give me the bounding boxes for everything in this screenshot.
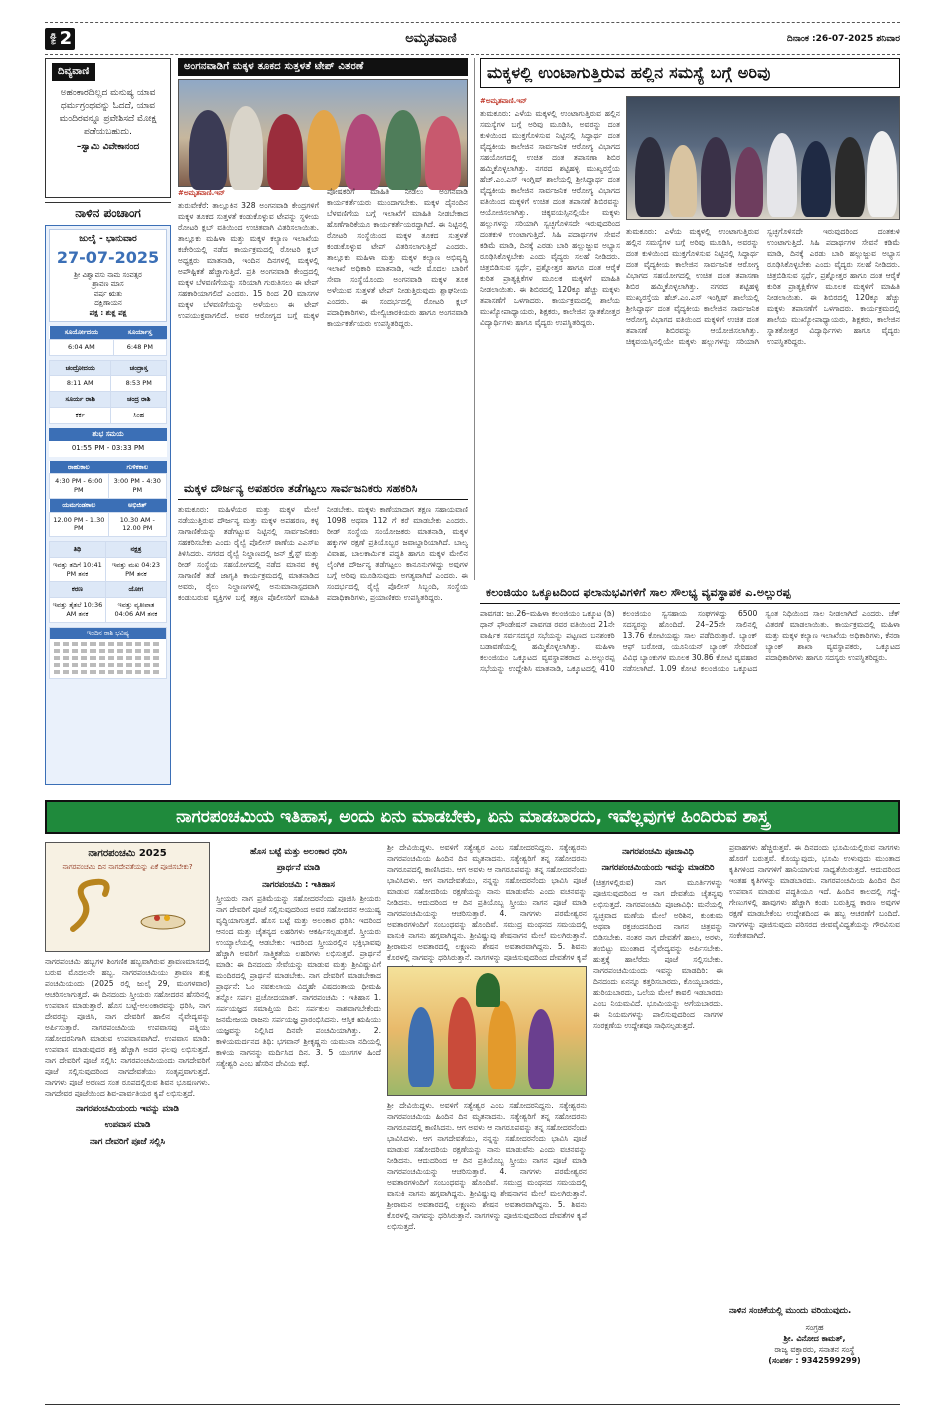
gulika-value: 3:00 PM - 4:30 PM [108, 474, 166, 499]
article-dental-text-cont: ತುಮಕೂರು: ಎಳೆಯ ಮಕ್ಕಳಲ್ಲಿ ಉಂಟಾಗುತ್ತಿರುವ ಹಲ್ಲಿನ ಸಮಸ್ಯೆಗಳ ಬಗ್ಗೆ ಅರಿವು ಮೂಡಿಸಿ, ಅವರನ್ನು ದಂತ ಕುಳಿಯಿಂದ ಮುಕ್ತಗೊಳಿಸುವ ನಿಟ್ಟಿನಲ್ಲಿ ಸಿದ್ಧಾರ್ಥ ದಂತ ವೈದ್ಯಕೀಯ ಕಾಲೇಜಿನ ಸಾರ್ವಜನಿಕ ಆರೋಗ್ಯ ವಿಭಾಗದ ಸಹಯೋಗದಲ್ಲಿ ಉಚಿತ ದಂತ ತಪಾಸಣಾ ಶಿಬಿರ ಹಮ್ಮಿಕೊಳ್ಳಲಾಗಿತ್ತು. ನಗರದ ಶಟ್ಟಿಹಳ್ಳಿ ಮುಖ್ಯರಸ್ತೆಯ ಹೆಚ್.ಎಂ.ಎಸ್ ಇಂಗ್ಲಿಷ್ ಶಾಲೆಯಲ್ಲಿ ಶ್ರೀಸಿದ್ಧಾರ್ಥ ದಂತ ವೈದ್ಯಕೀಯ ಕಾಲೇಜಿನ ಸಾರ್ವಜನಿಕ ಆರೋಗ್ಯ ವಿಭಾಗದ ವತಿಯಿಂದ ಮಕ್ಕಳಿಗೆ ಉಚಿತ ದಂತ ತಪಾಸಣೆ ಶಿಬಿರವನ್ನು ಆಯೋಜಿಸಲಾಗಿತ್ತು. ಚಿಕ್ಕವಯಸ್ಸಿನಲ್ಲಿಯೇ ಮಕ್ಕಳು ಹಲ್ಲುಗಳನ್ನು ಸರಿಯಾಗಿ ಸ್ವಚ್ಛಗೊಳಿಸದೇ ಇರುವುದರಿಂದ ದಂತಕುಳಿ ಉಂಟಾಗುತ್ತಿದೆ. ಸಿಹಿ ಪದಾರ್ಥಗಳ ಸೇವನೆ ಕಡಿಮೆ ಮಾಡಿ, ದಿನಕ್ಕೆ ಎರಡು ಬಾರಿ ಹಲ್ಲುಜ್ಜುವ ಅಭ್ಯಾಸ ರೂಢಿಸಿಕೊಳ್ಳಬೇಕು ಎಂದು ವೈದ್ಯರು ಸಲಹೆ ನೀಡಿದರು. ಚಿತ್ರಬಿಡಿಸುವ ಸ್ಪರ್ಧೆ, ಪ್ರಶ್ನೋತ್ತರ ಹಾಗೂ ದಂತ ಆರೈಕೆ ಕುರಿತ ಪ್ರಾತ್ಯಕ್ಷಿಕೆಗಳ ಮೂಲಕ ಮಕ್ಕಳಿಗೆ ಮಾಹಿತಿ ನೀಡಲಾಯಿತು. ಈ ಶಿಬಿರದಲ್ಲಿ 120ಕ್ಕೂ ಹೆಚ್ಚು ಮಕ್ಕಳು ತಪಾಸಣೆಗೆ ಒಳಗಾದರು. ಕಾರ್ಯಕ್ರಮದಲ್ಲಿ ಶಾಲೆಯ ಮುಖ್ಯೋಪಾಧ್ಯಾಯರು, ಶಿಕ್ಷಕರು, ಕಾಲೇಜಿನ ಸ್ನಾತಕೋತ್ತರ ವಿದ್ಯಾರ್ಥಿಗಳು ಹಾಗೂ ವೈದ್ಯರು ಉಪಸ್ಥಿತರಿದ್ದರು. [626, 227, 900, 346]
rahukala-label: ರಾಹುಕಾಲ [50, 461, 109, 474]
feature-col-5 [729, 842, 900, 1367]
article-anganwadi [178, 58, 468, 187]
sunrise-value: 6:04 AM [50, 339, 114, 355]
rahu-table [49, 461, 167, 538]
panchanga-ritu: ವರ್ಷ ಋತು [93, 289, 123, 298]
karana-label: ಕರಣ [50, 582, 106, 598]
nagadevate-painting [387, 966, 587, 1096]
page-header [45, 28, 900, 50]
article-dental [480, 58, 900, 88]
compiler-name: ಶ್ರೀ. ವಿನೋದ ಕಾಮತ್, [783, 1334, 846, 1344]
article-child-safety-headline: ಮಕ್ಕಳ ದೌರ್ಜನ್ಯ ಅಪಹರಣ ತಡೆಗಟ್ಟಲು ಸಾರ್ವಜನಿಕರು ಸಹಕರಿಸಿ [178, 480, 468, 500]
paper-name: ಅಮೃತವಾಣಿ [405, 31, 457, 47]
tithi-label: ತಿಥಿ [50, 542, 106, 558]
compiler-label: ಸಂಗ್ರಹ [805, 1323, 824, 1333]
karana-value: ಇವತ್ತು ತೈತಲೆ 10:36 AM ತನಕ [50, 598, 106, 623]
article-kalanjiyam-headline: ಕಲಂಜಿಯಂ ಒಕ್ಕೂಟದಿಂದ ಫಲಾನುಭವಿಗಳಿಗೆ ಸಾಲ ಸೌಲಭ್ಯ ವ್ಯವಸ್ಥಾಪಕ ಎ.ಅಲ್ಲುರಪ್ಪ [480, 584, 900, 604]
poster-title: ನಾಗರಪಂಚಮಿ 2025 [88, 848, 167, 859]
compiler-org: ರಾಜ್ಯ ವಕ್ತಾರರು, ಸನಾತನ ಸಂಸ್ಥೆ [774, 1345, 855, 1355]
moonset-value: 8:53 PM [111, 376, 167, 392]
compiler-phone: (ಸಂಪರ್ಕ : 9342599299) [768, 1355, 861, 1365]
panchanga-masa: ಶ್ರಾವಣ ಮಾಸ [92, 280, 124, 289]
moon-table [49, 360, 167, 424]
article-anganwadi-body [178, 186, 468, 476]
sunrise-label: ಸೂರ್ಯೋದಯ [50, 326, 114, 339]
moonrise-value: 8:11 AM [50, 376, 111, 392]
article-dental-col1 [480, 94, 620, 578]
poster-subtitle: ನಾಗರಪಂಚಮಿ ದಿನ ನಾಗದೇವತೆಯನ್ನು ಏಕೆ ಪೂಜಿಸಬೇಕು? [62, 862, 193, 871]
left-sidebar [45, 58, 171, 778]
feature-body-5: ಪ್ರವಾಹಗಳು ಹೆಚ್ಚಿರುತ್ತವೆ. ಈ ದಿನದಂದು ಭೂಮಿಯಲ್ಲಿರುವ ನಾಗಗಳು ಹೊರಗೆ ಬರುತ್ತವೆ. ಕೊಯ್ಯುವುದು, ಭೂಮಿ ಉಳುವುದು ಮುಂತಾದ ಕೃತಿಗಳಿಂದ ನಾಗಗಳಿಗೆ ಹಾನಿಯಾಗುವ ಸಾಧ್ಯತೆಯಿರುತ್ತದೆ. ಆದುದರಿಂದ ಇಂತಹ ಕೃತಿಗಳನ್ನು ಮಾಡಬಾರದು. ನಾಗರಪಂಚಮಿಯ ಹಿಂದಿನ ದಿನ ಉಪವಾಸ ಮಾಡುವ ಪದ್ಧತಿಯೂ ಇದೆ. ಹಿಂದಿನ ಕಾಲದಲ್ಲಿ ಗದ್ದೆ-ಗೇಣುಗಳಲ್ಲಿ ಹಾವುಗಳು ಹೆಚ್ಚಾಗಿ ಕಂಡು ಬರುತ್ತಿದ್ದ ಕಾರಣ ಅವುಗಳ ರಕ್ಷಣೆ ಮಾಡಬೇಕೆಂಬ ಉದ್ದೇಶದಿಂದ ಈ ಹಬ್ಬ ಆಚರಣೆಗೆ ಬಂದಿದೆ. ನಾಗಗಳನ್ನು ಪೂಜಿಸುವುದು ಪರಿಸರದ ಜೀವವೈವಿಧ್ಯತೆಯನ್ನು ಗೌರವಿಸುವ ಸಂಕೇತವಾಗಿದೆ. [729, 843, 900, 940]
feature-col-4 [593, 842, 723, 1400]
shubha-value: 01:55 PM - 03:33 PM [49, 441, 167, 456]
gulika-label: ಗುಳಿಕಕಾಲ [108, 461, 166, 474]
article-child-safety-text: ತುಮಕೂರು: ಮಹಿಳೆಯರ ಮತ್ತು ಮಕ್ಕಳ ಮೇಲೆ ನಡೆಯುತ್ತಿರುವ ದೌರ್ಜನ್ಯ ಮತ್ತು ಮಕ್ಕಳ ಅಪಹರಣ, ಕಳ್ಳ ಸಾಗಾಣಿಕೆಯನ್ನು ತಡೆಗಟ್ಟುವ ನಿಟ್ಟಿನಲ್ಲಿ ಸಾರ್ವಜನಿಕರು ಸಹಕರಿಸಬೇಕು ಎಂದು ರೈಲ್ವೆ ಪೊಲೀಸ್ ಠಾಣೆಯ ಎಎಸ್‌ಐ ತಿಳಿಸಿದರು. ನಗರದ ರೈಲ್ವೆ ನಿಲ್ದಾಣದಲ್ಲಿ ಜನ್ ಕ್ರೈಸ್ಟ್ ಮತ್ತು ರೀಡ್ ಸಂಸ್ಥೆಯ ಸಹಯೋಗದಲ್ಲಿ ನಡೆದ ಮಾನವ ಕಳ್ಳ ಸಾಗಾಣಿಕೆ ತಡೆ ಜಾಗೃತಿ ಕಾರ್ಯಕ್ರಮದಲ್ಲಿ ಮಾತನಾಡಿದ ಅವರು, ರೈಲು ನಿಲ್ದಾಣಗಳಲ್ಲಿ ಅನುಮಾನಾಸ್ಪದವಾಗಿ ಕಂಡುಬರುವ ವ್ಯಕ್ತಿಗಳ ಬಗ್ಗೆ ತಕ್ಷಣ ಪೊಲೀಸರಿಗೆ ಮಾಹಿತಿ ನೀಡಬೇಕು. ಮಕ್ಕಳು ಕಾಣೆಯಾದಾಗ ತಕ್ಷಣ ಸಹಾಯವಾಣಿ 1098 ಅಥವಾ 112 ಗೆ ಕರೆ ಮಾಡಬೇಕು ಎಂದರು. ರೀಡ್ ಸಂಸ್ಥೆಯ ಸಂಯೋಜಕರು ಮಾತನಾಡಿ, ಮಕ್ಕಳ ಹಕ್ಕುಗಳ ರಕ್ಷಣೆ ಪ್ರತಿಯೊಬ್ಬರ ಜವಾಬ್ದಾರಿಯಾಗಿದೆ. ಬಾಲ್ಯ ವಿವಾಹ, ಬಾಲಕಾರ್ಮಿಕ ಪದ್ಧತಿ ಹಾಗೂ ಮಕ್ಕಳ ಮೇಲಿನ ಲೈಂಗಿಕ ದೌರ್ಜನ್ಯ ತಡೆಗಟ್ಟಲು ಕಾನೂನುಗಳಿದ್ದು ಅವುಗಳ ಬಗ್ಗೆ ಅರಿವು ಮೂಡಿಸುವುದು ಅಗತ್ಯವಾಗಿದೆ ಎಂದರು. ಈ ಸಂದರ್ಭದಲ್ಲಿ ರೈಲ್ವೆ ಪೊಲೀಸ್ ಸಿಬ್ಬಂದಿ, ಸಂಸ್ಥೆಯ ಪದಾಧಿಕಾರಿಗಳು, ಪ್ರಯಾಣಿಕರು ಉಪಸ್ಥಿತರಿದ್ದರು. [178, 504, 468, 602]
article-kalanjiyam [480, 584, 900, 804]
article-kalanjiyam-text: ಪಾವಗಡ: ಜು.26–ಮಹಿಳಾ ಕಲಂಜಿಯಂ ಒಕ್ಕೂಟ (ಡಿ) ಧಾನ್ ಫೌಂಡೇಷನ್ ಪಾವಗಡ ರವರ ವತಿಯಿಂದ 21ನೇ ವಾರ್ಷಿಕ ಸರ್ವಸದಸ್ಯರ ಸಭೆಯನ್ನು ಪಟ್ಟಣದ ಬನಶಂಕರಿ ಬಡಾವಣೆಯಲ್ಲಿ ಹಮ್ಮಿಕೊಳ್ಳಲಾಗಿತ್ತು. ಮಹಿಳಾ ಕಲಂಜಿಯಂ ಒಕ್ಕೂಟದ ವ್ಯವಸ್ಥಾಪಕರಾದ ಎ.ಅಲ್ಲುರಪ್ಪ ಸಭೆಯನ್ನು ಉದ್ದೇಶಿಸಿ ಮಾತನಾಡಿ, ಒಕ್ಕೂಟದಲ್ಲಿ 410 ಕಲಂಜಿಯಂ ಸ್ವಸಹಾಯ ಸಂಘಗಳಿದ್ದು 6500 ಸದಸ್ಯರನ್ನು ಹೊಂದಿದೆ. 24–25ನೇ ಸಾಲಿನಲ್ಲಿ 13.76 ಕೋಟಿಯಷ್ಟು ಸಾಲ ಪಡೆದಿರುತ್ತಾರೆ. ಬ್ಯಾಂಕ್ ಆಫ್ ಬರೋಡ, ಯೂನಿಯನ್ ಬ್ಯಾಂಕ್ ಸೇರಿದಂತೆ ವಿವಿಧ ಬ್ಯಾಂಕುಗಳ ಮೂಲಕ 30.86 ಕೋಟಿ ವ್ಯವಹಾರ ನಡೆಸಲಾಗಿದೆ. 1.09 ಕೋಟಿ ಕಲಂಜಿಯಂ ಒಕ್ಕೂಟದ ಸ್ವಂತ ನಿಧಿಯಿಂದ ಸಾಲ ನೀಡಲಾಗಿದೆ ಎಂದರು. ಚೆಕ್ ವಿತರಣೆ ಮಾಡಲಾಯಿತು. ಕಾರ್ಯಕ್ರಮದಲ್ಲಿ ಮಹಿಳಾ ಮತ್ತು ಮಕ್ಕಳ ಕಲ್ಯಾಣ ಇಲಾಖೆಯ ಅಧಿಕಾರಿಗಳು, ಕೆನರಾ ಬ್ಯಾಂಕ್ ಶಾಖಾ ವ್ಯವಸ್ಥಾಪಕರು, ಒಕ್ಕೂಟದ ಪದಾಧಿಕಾರಿಗಳು ಹಾಗೂ ಸದಸ್ಯರು ಉಪಸ್ಥಿತರಿದ್ದರು. [480, 608, 900, 673]
yoga-label: ಯೋಗ [105, 582, 166, 598]
compiler-credit [729, 1323, 900, 1366]
moonset-label: ಚಂದ್ರಾಸ್ತ [111, 360, 167, 376]
feature-subhead-history: ನಾಗರಪಂಚಮಿ : ಇತಿಹಾಸ [262, 879, 335, 890]
feature-subhead-worship: ನಾಗ ದೇವರಿಗೆ ಪೂಜೆ ಸಲ್ಲಿಸಿ [89, 1136, 166, 1147]
tithi-value: ಇವತ್ತು ತದಿಗೆ 10:41 PM ತನಕ [50, 557, 106, 582]
feature-subhead-dont: ನಾಗರಪಂಚಮಿಯಂದು ಇವನ್ನು ಮಾಡದಿರಿ [601, 863, 715, 874]
abhijit-label: ಅಭಿಜಿತ್ [108, 498, 166, 512]
article-dental-cols [626, 226, 900, 578]
panchanga-date: 27-07-2025 [56, 248, 160, 268]
feature-col-2 [216, 842, 381, 1400]
divyavani-tag: ದಿವ್ಯವಾಣಿ [52, 63, 95, 81]
sunset-label: ಸೂರ್ಯಾಸ್ತ [113, 326, 166, 339]
yamaganda-value: 12.00 PM - 1.30 PM [50, 512, 109, 537]
next-issue-note: ನಾಳಿನ ಸಂಚಿಕೆಯಲ್ಲಿ ಮುಂದು ವರಿಯುವುದು. [729, 1306, 852, 1316]
feature-subhead-puja: ನಾಗರಪಂಚಮಿ ಪೂಜಾವಿಧಿ [622, 847, 694, 857]
feature-body-4: (ಚಿತ್ರಗಳಲ್ಲಿರುವ) ನಾಗ ಮೂರ್ತಿಗಳನ್ನು ಪೂಜಿಸುವುದರಿಂದ ಆ ನಾಗ ದೇವತೆಯ ಚೈತನ್ಯವು ಲಭಿಸುತ್ತದೆ. ನಾಗರಪಂಚಮಿ ಪೂಜಾವಿಧಿ: ಮನೆಯಲ್ಲಿ ಸ್ವಚ್ಛವಾದ ಮಣೆಯ ಮೇಲೆ ಅರಿಶಿನ, ಕುಂಕುಮ ಅಥವಾ ರಕ್ತಚಂದನದಿಂದ ನಾಗನ ಚಿತ್ರವನ್ನು ಬಿಡಿಸಬೇಕು. ನಂತರ ನಾಗ ದೇವತೆಗೆ ಹಾಲು, ಅರಳು, ತಂಬಿಟ್ಟು ಮುಂತಾದ ನೈವೇದ್ಯವನ್ನು ಅರ್ಪಿಸಬೇಕು. ಹುತ್ತಕ್ಕೆ ಹಾಲೆರೆದು ಪೂಜೆ ಸಲ್ಲಿಸಬೇಕು. ನಾಗರಪಂಚಮಿಯಂದು ಇವನ್ನು ಮಾಡದಿರಿ: ಈ ದಿನದಂದು ಏನನ್ನೂ ಕತ್ತರಿಸಬಾರದು, ಕೊಯ್ಯಬಾರದು, ಹುರಿಯಬಾರದು, ಒಲೆಯ ಮೇಲೆ ಕಾವಲಿ ಇಡಬಾರದು ಎಂಬ ನಿಯಮವಿದೆ. ಭೂಮಿಯನ್ನು ಅಗೆಯಬಾರದು. ಈ ನಿಯಮಗಳನ್ನು ಪಾಲಿಸುವುದರಿಂದ ನಾಗಗಳ ಸಂರಕ್ಷಣೆಯ ಉದ್ದೇಶವೂ ಸಾಧಿಸಲ್ಪಡುತ್ತದೆ. [593, 877, 723, 1030]
feature-subhead-fast: ಉಪವಾಸ ಮಾಡಿ [104, 1120, 151, 1131]
chandra-rashi-value: ಸಿಂಹ [111, 407, 167, 423]
rashi-bhavishya-rows [50, 642, 166, 674]
shubha-label: ಶುಭ ಸಮಯ [49, 428, 167, 441]
feature-col-3 [387, 842, 587, 1396]
panchanga-paksha: ಪಕ್ಷ : ಶುಕ್ಲ ಪಕ್ಷ [89, 308, 127, 317]
surya-rashi-value: ಕರ್ಕ [50, 407, 111, 423]
surya-rashi-label: ಸೂರ್ಯ ರಾಶಿ [50, 392, 111, 408]
issue-date: ದಿನಾಂಕ :26-07-2025 ಶನಿವಾರ [786, 33, 900, 44]
rashi-bhavishya-title: ಇಂದಿನ ರಾಶಿ ಭವಿಷ್ಯ [50, 628, 166, 639]
feature-subhead-do: ನಾಗರಪಂಚಮಿಯಂದು ಇವನ್ನು ಮಾಡಿ [76, 1104, 179, 1114]
rahukala-value: 4:30 PM - 6:00 PM [50, 474, 109, 499]
nagarapanchami-banner-headline: ನಾಗರಪಂಚಮಿಯ ಇತಿಹಾಸ, ಅಂದು ಏನು ಮಾಡಬೇಕು, ಏನು ಮಾಡಬಾರದು, ಇವೆಲ್ಲವುಗಳ ಹಿಂದಿರುವ ಶಾಸ್ತ್ರ [176, 806, 769, 827]
feature-body-1: ನಾಗರಪಂಚಮಿ ಹಬ್ಬಗಳ ಶಿಂಗಣಿಕ ಹಬ್ಬವಾಗಿರುವ ಶ್ರಾವಣಮಾಸದಲ್ಲಿ ಬರುವ ಮೊದಲನೇ ಹಬ್ಬ. ನಾಗರಪಂಚಮಿಯು ಶ್ರಾವಣ ಶುಕ್ಲ ಪಂಚಮಿಯಂದು (2025 ರಲ್ಲಿ ಜುಲೈ 29, ಮಂಗಳವಾರ) ಆಚರಿಸಲಾಗುತ್ತದೆ. ಈ ದಿನದಂದು ಸ್ತ್ರೀಯರು ಸಹೋದರನ ಹೆಸರಿನಲ್ಲಿ ಉಪವಾಸ ಮಾಡುತ್ತಾರೆ. ಹೊಸ ಬಟ್ಟೆ-ಅಲಂಕಾರವನ್ನು ಧರಿಸಿ, ನಾಗ ದೇವರನ್ನು ಪೂಜಿಸಿ, ನಾಗ ದೇವರಿಗೆ ಹಾಲಿನ ನೈವೇದ್ಯವನ್ನು ಅರ್ಪಿಸುತ್ತಾರೆ. ನಾಗರಪಂಚಮಿಯ ಉಪವಾಸವು ಪತ್ನಿಯು ಸಹೋದರನಿಗಾಗಿ ಮಾಡುವ ಉಪವಾಸವಾಗಿದೆ. ಉಪವಾಸ ಮಾಡಿ: ಉಪವಾಸ ಮಾಡುವುದರ ಶಕ್ತಿ ಹೆಚ್ಚಾಗಿ ಅದರ ಫಲವು ಲಭಿಸುತ್ತದೆ. ನಾಗ ದೇವರಿಗೆ ಪೂಜೆ ಸಲ್ಲಿಸಿ: ನಾಗರಪಂಚಮಿಯಂದು ನಾಗದೇವರಿಗೆ ಪೂಜೆ ಸಲ್ಲಿಸುವುದರಿಂದ ನಾಗದೇವತೆಯು ಸಂತೃಪ್ತವಾಗುತ್ತದೆ. ನಾಗಗಳು ಪೂಜೆ ಅರಣದ ಸಂತ ರೂಪದಲ್ಲಿರುವ ಶಿವನ ಭೂಷಣಗಳು. ನಾಗದೇವರ ಪೂಜೆಯಿಂದ ಶಿವ-ಪಾರ್ವತಿಯರ ಕೃಪೆ ಲಭಿಸುತ್ತದೆ. [45, 957, 210, 1098]
panchanga-weekday: ಜುಲೈ - ಭಾನುವಾರ [79, 234, 137, 245]
anganwadi-photo [178, 79, 468, 187]
article-anganwadi-headline: ಅಂಗನವಾಡಿಗೆ ಮಕ್ಕಳ ತೂಕದ ಸುತ್ತಳತೆ ಟೇಪ್ ವಿತರಣೆ [178, 58, 468, 76]
article-dental-text: ತುಮಕೂರು: ಎಳೆಯ ಮಕ್ಕಳಲ್ಲಿ ಉಂಟಾಗುತ್ತಿರುವ ಹಲ್ಲಿನ ಸಮಸ್ಯೆಗಳ ಬಗ್ಗೆ ಅರಿವು ಮೂಡಿಸಿ, ಅವರನ್ನು ದಂತ ಕುಳಿಯಿಂದ ಮುಕ್ತಗೊಳಿಸುವ ನಿಟ್ಟಿನಲ್ಲಿ ಸಿದ್ಧಾರ್ಥ ದಂತ ವೈದ್ಯಕೀಯ ಕಾಲೇಜಿನ ಸಾರ್ವಜನಿಕ ಆರೋಗ್ಯ ವಿಭಾಗದ ಸಹಯೋಗದಲ್ಲಿ ಉಚಿತ ದಂತ ತಪಾಸಣಾ ಶಿಬಿರ ಹಮ್ಮಿಕೊಳ್ಳಲಾಗಿತ್ತು. ನಗರದ ಶಟ್ಟಿಹಳ್ಳಿ ಮುಖ್ಯರಸ್ತೆಯ ಹೆಚ್.ಎಂ.ಎಸ್ ಇಂಗ್ಲಿಷ್ ಶಾಲೆಯಲ್ಲಿ ಶ್ರೀಸಿದ್ಧಾರ್ಥ ದಂತ ವೈದ್ಯಕೀಯ ಕಾಲೇಜಿನ ಸಾರ್ವಜನಿಕ ಆರೋಗ್ಯ ವಿಭಾಗದ ವತಿಯಿಂದ ಮಕ್ಕಳಿಗೆ ಉಚಿತ ದಂತ ತಪಾಸಣೆ ಶಿಬಿರವನ್ನು ಆಯೋಜಿಸಲಾಗಿತ್ತು. ಚಿಕ್ಕವಯಸ್ಸಿನಲ್ಲಿಯೇ ಮಕ್ಕಳು ಹಲ್ಲುಗಳನ್ನು ಸರಿಯಾಗಿ ಸ್ವಚ್ಛಗೊಳಿಸದೇ ಇರುವುದರಿಂದ ದಂತಕುಳಿ ಉಂಟಾಗುತ್ತಿದೆ. ಸಿಹಿ ಪದಾರ್ಥಗಳ ಸೇವನೆ ಕಡಿಮೆ ಮಾಡಿ, ದಿನಕ್ಕೆ ಎರಡು ಬಾರಿ ಹಲ್ಲುಜ್ಜುವ ಅಭ್ಯಾಸ ರೂಢಿಸಿಕೊಳ್ಳಬೇಕು ಎಂದು ವೈದ್ಯರು ಸಲಹೆ ನೀಡಿದರು. ಚಿತ್ರಬಿಡಿಸುವ ಸ್ಪರ್ಧೆ, ಪ್ರಶ್ನೋತ್ತರ ಹಾಗೂ ದಂತ ಆರೈಕೆ ಕುರಿತ ಪ್ರಾತ್ಯಕ್ಷಿಕೆಗಳ ಮೂಲಕ ಮಕ್ಕಳಿಗೆ ಮಾಹಿತಿ ನೀಡಲಾಯಿತು. ಈ ಶಿಬಿರದಲ್ಲಿ 120ಕ್ಕೂ ಹೆಚ್ಚು ಮಕ್ಕಳು ತಪಾಸಣೆಗೆ ಒಳಗಾದರು. ಕಾರ್ಯಕ್ರಮದಲ್ಲಿ ಶಾಲೆಯ ಮುಖ್ಯೋಪಾಧ್ಯಾಯರು, ಶಿಕ್ಷಕರು, ಕಾಲೇಜಿನ ಸ್ನಾತಕೋತ್ತರ ವಿದ್ಯಾರ್ಥಿಗಳು ಹಾಗೂ ವೈದ್ಯರು ಉಪಸ್ಥಿತರಿದ್ದರು. [480, 109, 620, 328]
nagarapanchami-poster [45, 842, 210, 952]
nagarapanchami-banner [45, 800, 900, 834]
divyavani-author: –ಸ್ವಾಮಿ ವಿವೇಕಾನಂದ [76, 141, 140, 152]
divyavani-box [45, 58, 171, 198]
page-label: ಪುಟ [49, 33, 59, 45]
feature-body-3a: ಶ್ರೀ ದೇವಿಯಿದ್ದಳು. ಅವಳಿಗೆ ಸತ್ಯೇಶ್ವರ ಎಂಬ ಸಹೋದರನಿದ್ದನು. ಸತ್ಯೇಶ್ವರನು ನಾಗರಪಂಚಮಿಯ ಹಿಂದಿನ ದಿನ ಮೃತನಾದನು. ಸತ್ಯೇಶ್ವರಿಗೆ ತನ್ನ ಸಹೋದರನು ನಾಗರೂಪದಲ್ಲಿ ಕಾಣಿಸಿದನು. ಆಗ ಅವಳು ಆ ನಾಗರೂಪವನ್ನು ತನ್ನ ಸಹೋದರನೆಂದು ಭಾವಿಸಿದಳು. ಆಗ ನಾಗದೇವತೆಯು, ನನ್ನನ್ನು ಸಹೋದರನೆಂದು ಭಾವಿಸಿ ಪೂಜೆ ಮಾಡುವ ಸಹೋದರಿಯ ರಕ್ಷಣೆಯನ್ನು ನಾನು ಮಾಡುವೆನು ಎಂದು ವಚನವನ್ನು ನೀಡಿದನು. ಆದುದರಿಂದ ಆ ದಿನ ಪ್ರತಿಯೊಬ್ಬ ಸ್ತ್ರೀಯು ನಾಗನ ಪೂಜೆ ಮಾಡಿ ನಾಗರಪಂಚಮಿಯನ್ನು ಆಚರಿಸುತ್ತಾರೆ. 4. ನಾಗಗಳು ಪರಮೇಶ್ವರನ ಅವತಾರಗಳಿಂದಿಗೆ ಸಂಬಂಧವನ್ನು ಹೊಂದಿವೆ. ಸಮುದ್ರ ಮಂಥನದ ಸಮಯದಲ್ಲಿ ವಾಸುಕಿ ನಾಗನು ಹಗ್ಗವಾಗಿದ್ದನು. ಶ್ರೀವಿಷ್ಣುವು ಶೇಷನಾಗನ ಮೇಲೆ ಮಲಗಿರುತ್ತಾನೆ. ಶ್ರೀರಾಮನ ಅವತಾರದಲ್ಲಿ ಲಕ್ಷ್ಮಣನು ಶೇಷನ ಅವತಾರವಾಗಿದ್ದನು. 5. ಶಿವನು ಕೊರಳಲ್ಲಿ ನಾಗವನ್ನು ಧರಿಸಿರುತ್ತಾನೆ. ನಾಗಗಳನ್ನು ಪೂಜಿಸುವುದರಿಂದ ದೇವತೆಗಳ ಕೃಪೆ [387, 843, 587, 962]
top-rule [45, 22, 900, 23]
tithi-table [49, 541, 167, 623]
rashi-bhavishya-box [49, 627, 167, 679]
article-child-safety [178, 480, 468, 776]
article-dental-credit: #ಅಮೃತವಾಣಿ.ಇನ್ [480, 97, 527, 105]
yamaganda-label: ಯಮಗಂಡಕಾಲ [50, 498, 109, 512]
panchanga-calendar [49, 229, 167, 322]
panchanga-ayana: ದಕ್ಷಿಣಾಯನ [94, 299, 122, 308]
article-dental-headline: ಮಕ್ಕಳಲ್ಲಿ ಉಂಟಾಗುತ್ತಿರುವ ಹಲ್ಲಿನ ಸಮಸ್ಯೆ ಬಗ್ಗೆ ಅರಿವು [480, 58, 900, 88]
sun-table [49, 326, 167, 356]
article-anganwadi-credit: #ಅಮೃತವಾಣಿ.ಇನ್ [178, 189, 225, 197]
divyavani-quote: ಅಹಂಕಾರದಿಲ್ಲದ ಮನುಷ್ಯ ಯಾವ ಧರ್ಮಗ್ರಂಥವನ್ನು ಓದದೆ, ಯಾವ ಮಂದಿರವನ್ನೂ ಪ್ರವೇಶಿಸದೆ ಮೋಕ್ಷ ಪಡೆಯಬಹುದು. [59, 87, 157, 137]
feature-body-3b: ಶ್ರೀ ದೇವಿಯಿದ್ದಳು. ಅವಳಿಗೆ ಸತ್ಯೇಶ್ವರ ಎಂಬ ಸಹೋದರನಿದ್ದನು. ಸತ್ಯೇಶ್ವರನು ನಾಗರಪಂಚಮಿಯ ಹಿಂದಿನ ದಿನ ಮೃತನಾದನು. ಸತ್ಯೇಶ್ವರಿಗೆ ತನ್ನ ಸಹೋದರನು ನಾಗರೂಪದಲ್ಲಿ ಕಾಣಿಸಿದನು. ಆಗ ಅವಳು ಆ ನಾಗರೂಪವನ್ನು ತನ್ನ ಸಹೋದರನೆಂದು ಭಾವಿಸಿದಳು. ಆಗ ನಾಗದೇವತೆಯು, ನನ್ನನ್ನು ಸಹೋದರನೆಂದು ಭಾವಿಸಿ ಪೂಜೆ ಮಾಡುವ ಸಹೋದರಿಯ ರಕ್ಷಣೆಯನ್ನು ನಾನು ಮಾಡುವೆನು ಎಂದು ವಚನವನ್ನು ನೀಡಿದನು. ಆದುದರಿಂದ ಆ ದಿನ ಪ್ರತಿಯೊಬ್ಬ ಸ್ತ್ರೀಯು ನಾಗನ ಪೂಜೆ ಮಾಡಿ ನಾಗರಪಂಚಮಿಯನ್ನು ಆಚರಿಸುತ್ತಾರೆ. 4. ನಾಗಗಳು ಪರಮೇಶ್ವರನ ಅವತಾರಗಳಿಂದಿಗೆ ಸಂಬಂಧವನ್ನು ಹೊಂದಿವೆ. ಸಮುದ್ರ ಮಂಥನದ ಸಮಯದಲ್ಲಿ ವಾಸುಕಿ ನಾಗನು ಹಗ್ಗವಾಗಿದ್ದನು. ಶ್ರೀವಿಷ್ಣುವು ಶೇಷನಾಗನ ಮೇಲೆ ಮಲಗಿರುತ್ತಾನೆ. ಶ್ರೀರಾಮನ ಅವತಾರದಲ್ಲಿ ಲಕ್ಷ್ಮಣನು ಶೇಷನ ಅವತಾರವಾಗಿದ್ದನು. 5. ಶಿವನು ಕೊರಳಲ್ಲಿ ನಾಗವನ್ನು ಧರಿಸಿರುತ್ತಾನೆ. ನಾಗಗಳನ್ನು ಪೂಜಿಸುವುದರಿಂದ ದೇವತೆಗಳ ಕೃಪೆ ಲಭಿಸುತ್ತದೆ. [387, 1101, 587, 1231]
feature-subhead-prayer: ಪ್ರಾರ್ಥನೆ ಮಾಡಿ [276, 863, 321, 874]
sunset-value: 6:48 PM [113, 339, 166, 355]
chandra-rashi-label: ಚಂದ್ರ ರಾಶಿ [111, 392, 167, 408]
panchanga-samvatsara: ಶ್ರೀ ವಿಶ್ವಾವಸು ನಾಮ ಸಂವತ್ಸರ [74, 270, 142, 279]
column-divider [474, 58, 475, 580]
article-anganwadi-text: ತುರುವೇಕೆರೆ: ತಾಲ್ಲೂಕಿನ 328 ಅಂಗನವಾಡಿ ಕೇಂದ್ರಗಳಿಗೆ ಮಕ್ಕಳ ತೂಕದ ಸುತ್ತಳತೆ ಕಂಡುಕೊಳ್ಳುವ ಟೇಪನ್ನು ಸ್ಥಳೀಯ ರೋಟರಿ ಕ್ಲಬ್ ವತಿಯಿಂದ ಉಚಿತವಾಗಿ ವಿತರಿಸಲಾಯಿತು. ತಾಲ್ಲೂಕು ಮಹಿಳಾ ಮತ್ತು ಮಕ್ಕಳ ಕಲ್ಯಾಣ ಇಲಾಖೆಯ ಕಚೇರಿಯಲ್ಲಿ ನಡೆದ ಕಾರ್ಯಕ್ರಮದಲ್ಲಿ ರೋಟರಿ ಕ್ಲಬ್ ಅಧ್ಯಕ್ಷರು ಮಾತನಾಡಿ, ಇಂದಿನ ದಿನಗಳಲ್ಲಿ ಮಕ್ಕಳಲ್ಲಿ ಅಪೌಷ್ಟಿಕತೆ ಹೆಚ್ಚಾಗುತ್ತಿದೆ. ಪ್ರತಿ ಅಂಗನವಾಡಿ ಕೇಂದ್ರದಲ್ಲಿ ಮಕ್ಕಳ ಬೆಳವಣಿಗೆಯನ್ನು ಸರಿಯಾಗಿ ಗುರುತಿಸಲು ಈ ಟೇಪ್ ಸಹಕಾರಿಯಾಗಲಿದೆ ಎಂದರು. 15 ರಿಂದ 20 ಮಾಸಗಳ ಮಕ್ಕಳ ಬೆಳವಣಿಗೆಯನ್ನು ಅಳೆಯಲು ಈ ಟೇಪ್ ಉಪಯುಕ್ತವಾಗಲಿದೆ. ಅವರ ಆರೋಗ್ಯದ ಬಗ್ಗೆ ಮಕ್ಕಳ ಪೋಷಕರಿಗೆ ಮಾಹಿತಿ ನೀಡಲು ಅಂಗನವಾಡಿ ಕಾರ್ಯಕರ್ತೆಯರು ಮುಂದಾಗಬೇಕು. ಮಕ್ಕಳ ದೈನಂದಿನ ಬೆಳವಣಿಗೆಯ ಬಗ್ಗೆ ಇಲಾಖೆಗೆ ಮಾಹಿತಿ ನೀಡಬೇಕಾದ ಹೊಣೆಗಾರಿಕೆಯೂ ಕಾರ್ಯಕರ್ತೆಯರದ್ದಾಗಿದೆ. ಈ ನಿಟ್ಟಿನಲ್ಲಿ ರೋಟರಿ ಸಂಸ್ಥೆಯಿಂದ ಮಕ್ಕಳ ತೂಕದ ಸುತ್ತಳತೆ ಕಂಡುಕೊಳ್ಳುವ ಟೇಪ್ ವಿತರಿಸಲಾಗುತ್ತಿದೆ ಎಂದರು. ತಾಲ್ಲೂಕು ಮಹಿಳಾ ಮತ್ತು ಮಕ್ಕಳ ಕಲ್ಯಾಣ ಅಭಿವೃದ್ಧಿ ಇಲಾಖೆ ಅಧಿಕಾರಿ ಮಾತನಾಡಿ, ಇದೇ ಮೊದಲ ಬಾರಿಗೆ ಸೇವಾ ಸಂಸ್ಥೆಯೊಂದು ಅಂಗನವಾಡಿ ಮಕ್ಕಳ ತೂಕ ಅಳೆಯುವ ಸುತ್ತಳತೆ ಟೇಪ್ ನೀಡುತ್ತಿರುವುದು ಶ್ಲಾಘನೀಯ ಎಂದರು. ಈ ಸಂದರ್ಭದಲ್ಲಿ ರೋಟರಿ ಕ್ಲಬ್ ಪದಾಧಿಕಾರಿಗಳು, ಮೇಲ್ವಿಚಾರಕಿಯರು ಹಾಗೂ ಅಂಗನವಾಡಿ ಕಾರ್ಯಕರ್ತೆಯರು ಉಪಸ್ಥಿತರಿದ್ದರು. [178, 187, 468, 328]
page-number-box [45, 28, 75, 50]
yoga-value: ಇವತ್ತು ವ್ಯತೀಪಾತ 04:06 AM ತನಕ [105, 598, 166, 623]
feature-col-1 [45, 842, 210, 1396]
moonrise-label: ಚಂದ್ರೋದಯ [50, 360, 111, 376]
abhijit-value: 10.30 AM - 12.00 PM [108, 512, 166, 537]
feature-subhead-dress: ಹೊಸ ಬಟ್ಟೆ ಮತ್ತು ಅಲಂಕಾರ ಧರಿಸಿ [250, 847, 347, 857]
nakshatra-label: ನಕ್ಷತ್ರ [105, 542, 166, 558]
panchanga-panel [45, 225, 171, 785]
nakshatra-value: ಇವತ್ತು ಮಖ 04:23 PM ತನಕ [105, 557, 166, 582]
dental-camp-photo [626, 96, 900, 220]
feature-col-1-text [45, 956, 210, 1396]
page-number: 2 [59, 27, 73, 49]
header-rule [45, 54, 900, 55]
panchanga-title: ನಾಳಿನ ಪಂಚಾಂಗ [45, 202, 171, 221]
snake-illustration [53, 874, 203, 934]
bottom-rule [45, 1404, 900, 1405]
feature-body-2: ಸ್ತ್ರೀಯರು ನಾಗ ಪ್ರತಿಮೆಯನ್ನು ಸಹೋದರನೆಂದು ಪೂಜಿಸಿ ಶ್ರೀಯರು ನಾಗ ದೇವರಿಗೆ ಪೂಜೆ ಸಲ್ಲಿಸುವುದರಿಂದ ಅವರ ಸಹೋದರನ ಆಯುಷ್ಯ ವೃದ್ಧಿಯಾಗುತ್ತದೆ. ಹೊಸ ಬಟ್ಟೆ ಮತ್ತು ಅಲಂಕಾರ ಧರಿಸಿ: ಇದರಿಂದ ಆನಂದ ಮತ್ತು ಚೈತನ್ಯದ ಲಹರಿಗಳು ಆಕರ್ಷಿಸಲ್ಪಡುತ್ತವೆ. ಸ್ತ್ರೀಯರು ಉಯ್ಯಾಲೆಯಲ್ಲಿ ಆಡಬೇಕು: ಇದರಿಂದ ಸ್ತ್ರೀಯರಲ್ಲಿನ ಭಕ್ತಿಭಾವವು ಹೆಚ್ಚಾಗಿ ಅವರಿಗೆ ಸಾತ್ತ್ವಿಕತೆಯ ಲಹರಿಗಳು ಲಭಿಸುತ್ತವೆ. ಪ್ರಾರ್ಥನೆ ಮಾಡಿ: ಈ ದಿನದಂದು ಸೇವೆಯನ್ನು ಮಾಡುವ ಮತ್ತು ಶ್ರೀವಿಷ್ಣುವಿಗೆ ಮಂದಿರದಲ್ಲಿ ಪ್ರಾರ್ಥನೆ ಮಾಡಬೇಕು. ನಾಗ ದೇವರಿಗೆ ಮಾಡಬೇಕಾದ ಪ್ರಾರ್ಥನೆ: ಓಂ ನವಕುಲಾಯ ವಿದ್ಮಹೇ ವಿಷದಂತಾಯ ಧೀಮಹಿ ತನ್ನೋ ಸರ್ಪಃ ಪ್ರಚೋದಯಾತ್. ನಾಗರಪಂಚಮಿ : ಇತಿಹಾಸ 1. ಸರ್ಪಯಜ್ಞದ ಸಮಾಪ್ತಿಯ ದಿನ: ಸರ್ಪಕುಲ ನಾಶವಾಗಬೇಕೆಂದು ಜನಮೇಜಯ ರಾಜನು ಸರ್ಪಯಜ್ಞ ಪ್ರಾರಂಭಿಸಿದನು. ಆಸ್ತಿಕ ಋಷಿಯು ಯಜ್ಞವನ್ನು ನಿಲ್ಲಿಸಿದ ದಿನವೇ ಪಂಚಮಿಯಾಗಿತ್ತು. 2. ಕಾಳಿಯಮರ್ದನದ ತಿಥಿ: ಭಗವಾನ್ ಶ್ರೀಕೃಷ್ಣನು ಯಮುನಾ ನದಿಯಲ್ಲಿ ಕಾಳಿಯ ನಾಗನನ್ನು ಮರ್ದಿಸಿದ ದಿನ. 3. 5 ಯುಗಗಳ ಹಿಂದೆ ಸತ್ಯೇಶ್ವರಿ ಎಂಬ ಹೆಸರಿನ ದೇವಿಯ ಕಥೆ. [216, 893, 381, 1068]
